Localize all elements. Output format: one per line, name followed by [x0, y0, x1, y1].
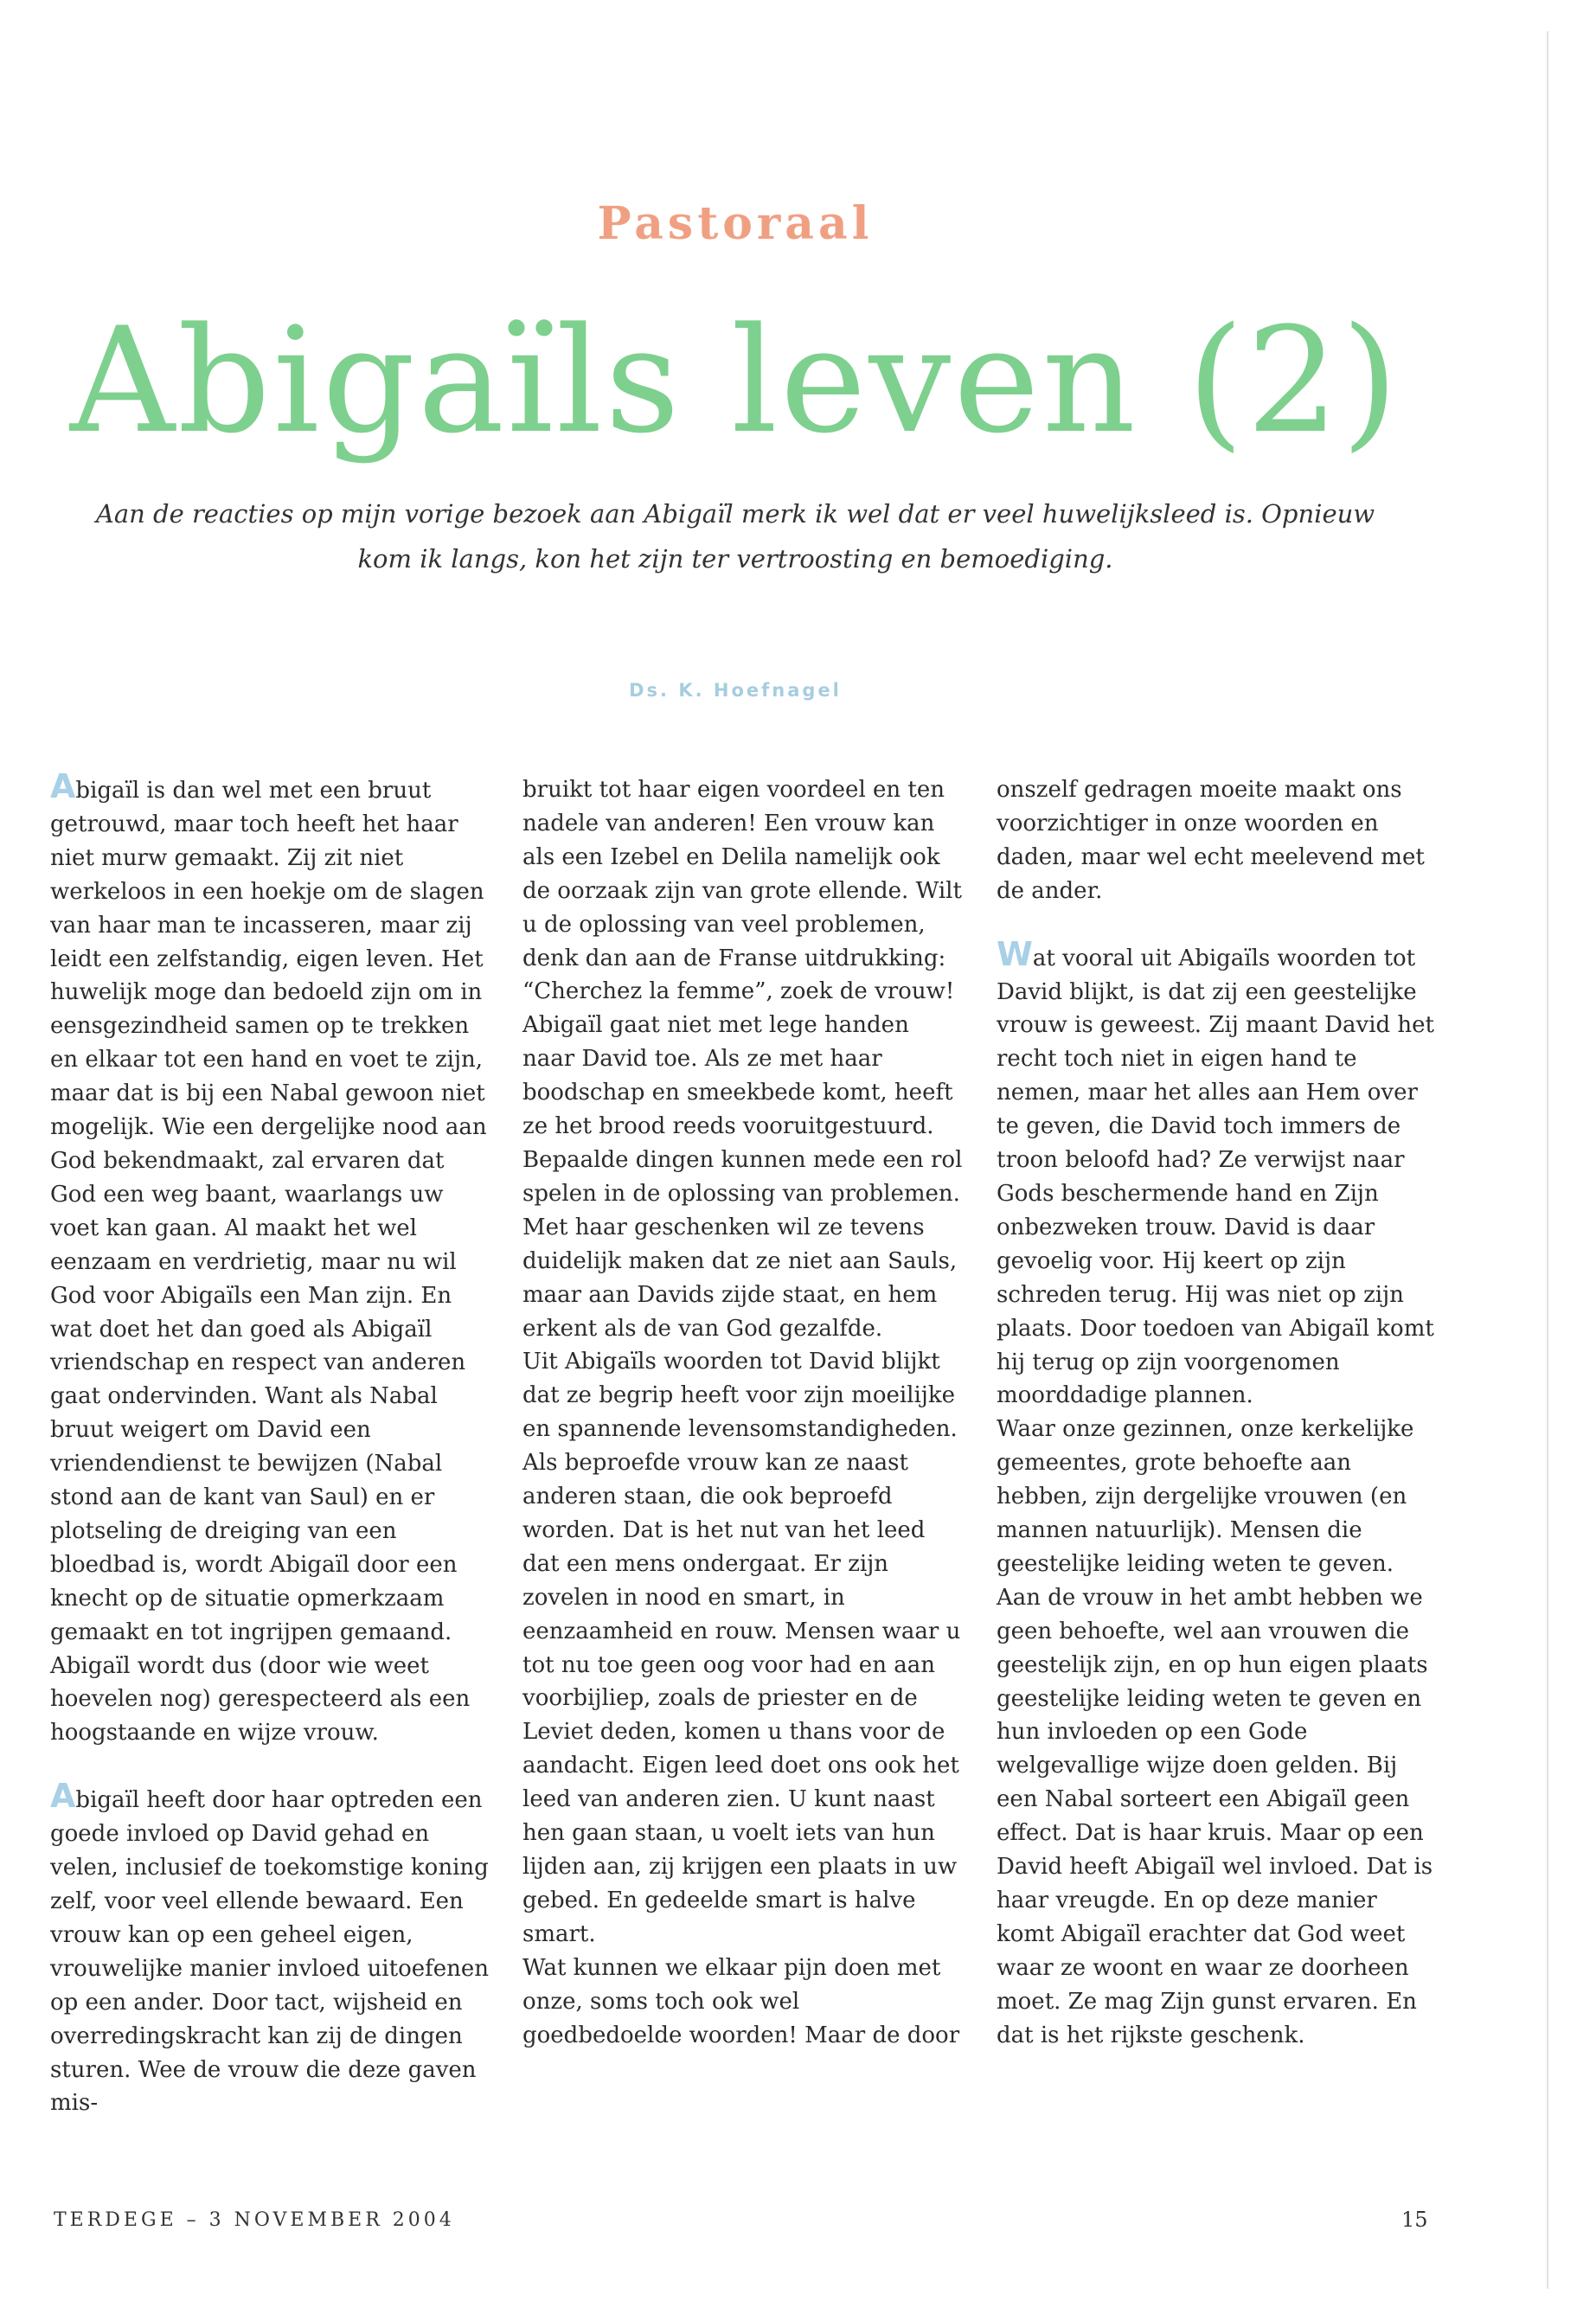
- article-column-2: [522, 773, 964, 2052]
- article-column-1: [50, 767, 491, 2120]
- article-title: Abigaïls leven (2): [69, 296, 1401, 465]
- article-column-3: [997, 773, 1438, 2053]
- paragraph: [50, 1777, 491, 2120]
- footer-page-number: 15: [1401, 2208, 1428, 2232]
- paragraph: bruikt tot haar eigen voordeel en ten nadele van anderen! Een vrouw kan als een Izebel en Delila namelijk ook de oorzaak zijn van grote ellende. Wilt u de oplossing van veel problemen, denk dan aan de Franse uitdrukking: “Cherchez la femme”, zoek de vrouw!: [522, 777, 962, 1005]
- drop-cap: A: [50, 767, 76, 805]
- paragraph-text: bigaïl heeft door haar optreden een goede invloed op David gehad en velen, inclusief de toekomstige koning zelf, voor veel ellende bewaard. Een vrouw kan op een geheel eigen, vrouwelijke manier invloed uitoefenen op een ander. Door tact, wijsheid en overredingskracht kan zij de dingen sturen. Wee de vrouw die deze gaven mis-: [50, 1787, 489, 2117]
- paragraph: [50, 767, 491, 1750]
- paragraph: Wat kunnen we elkaar pijn doen met onze, soms toch ook wel goedbedoelde woorden! Maar de door: [522, 1954, 960, 2048]
- section-label: Pastoraal: [597, 197, 874, 250]
- paragraph: [997, 934, 1438, 1413]
- paragraph-text: bigaïl is dan wel met een bruut getrouwd, maar toch heeft het haar niet murw gemaakt. Zij zit niet werkeloos in een hoekje om de slagen van haar man te incasseren, maar zij leidt een zelfstandig, eigen leven. Het huwelijk moge dan bedoeld zijn om in eensgezindheid samen op te trekken en elkaar tot een hand en voet te zijn, maar dat is bij een Nabal gewoon niet mogelijk. Wie een dergelijke nood aan God bekendmaakt, zal ervaren dat God een weg baant, waarlangs uw voet kan gaan. Al maakt het wel eenzaam en verdrietig, maar nu wil God voor Abigaïls een Man zijn. En wat doet het dan goed als Abigaïl vriendschap en respect van anderen gaat ondervinden. Want als Nabal bruut weigert om David een vriendendienst te bewijzen (Nabal stond aan de kant van Saul) en er plotseling de dreiging van een bloedbad is, wordt Abigaïl door een knecht op de situatie opmerkzaam gemaakt en tot ingrijpen gemaand. Abigaïl wordt dus (door wie weet hoevelen nog) gerespecteerd als een hoogstaande en wijze vrouw.: [50, 778, 487, 1747]
- paragraph-text: at vooral uit Abigaïls woorden tot David blijkt, is dat zij een geestelijke vrouw is geweest. Zij maant David het recht toch niet in eigen hand te nemen, maar het alles aan Hem over te geven, die David toch immers de troon beloofd had? Ze verwijst naar Gods beschermende hand en Zijn onbezweken trouw. David is daar gevoelig voor. Hij keert op zijn schreden terug. Hij was niet op zijn plaats. Door toedoen van Abigaïl komt hij terug op zijn voorgenomen moorddadige plannen.: [997, 945, 1434, 1409]
- article-author: Ds. K. Hoefnagel: [629, 680, 842, 701]
- drop-cap: W: [997, 934, 1033, 973]
- paragraph: onszelf gedragen moeite maakt ons voorzichtiger in onze woorden en daden, maar wel echt meelevend met de ander.: [997, 777, 1425, 904]
- paragraph: Waar onze gezinnen, onze kerkelijke gemeentes, grote behoefte aan hebben, zijn dergelijke vrouwen (en mannen natuurlijk). Mensen die geestelijke leiding weten te geven. Aan de vrouw in het ambt hebben we geen behoefte, wel aan vrouwen die geestelijk zijn, en op hun eigen plaats geestelijke leiding weten te geven en hun invloeden op een Gode welgevallige wijze doen gelden. Bij een Nabal sorteert een Abigaïl geen effect. Dat is haar kruis. Maar op een David heeft Abigaïl wel invloed. Dat is haar vreugde. En op deze manier komt Abigaïl erachter dat God weet waar ze woont en waar ze doorheen moet. Ze mag Zijn gunst ervaren. En dat is het rijkste geschenk.: [997, 1416, 1433, 2048]
- page-edge-line: [1547, 31, 1548, 2289]
- paragraph: Uit Abigaïls woorden tot David blijkt dat ze begrip heeft voor zijn moeilijke en spannende levensomstandigheden. Als beproefde vrouw kan ze naast anderen staan, die ook beproefd worden. Dat is het nut van het leed dat een mens ondergaat. Er zijn zovelen in nood en smart, in eenzaamheid en rouw. Mensen waar u tot nu toe geen oog voor had en aan voorbijliep, zoals de priester en de Leviet deden, komen u thans voor de aandacht. Eigen leed doet ons ook het leed van anderen zien. U kunt naast hen gaan staan, u voelt iets van hun lijden aan, zij krijgen een plaats in uw gebed. En gedeelde smart is halve smart.: [522, 1349, 961, 1947]
- footer-publication: TERDEGE – 3 NOVEMBER 2004: [54, 2209, 455, 2231]
- paragraph: Abigaïl gaat niet met lege handen naar David toe. Als ze met haar boodschap en smeekbede komt, heeft ze het brood reeds vooruitgestuurd. Bepaalde dingen kunnen mede een rol spelen in de oplossing van problemen. Met haar geschenken wil ze tevens duidelijk maken dat ze niet aan Sauls, maar aan Davids zijde staat, en hem erkent als de van God gezalfde.: [522, 1012, 963, 1342]
- article-intro: Aan de reacties op mijn vorige bezoek aan Abigaïl merk ik wel dat er veel huwelijksleed is. Opnieuw kom ik langs, kon het zijn ter vertroosting en bemoediging.: [95, 499, 1375, 574]
- drop-cap: A: [50, 1777, 76, 1816]
